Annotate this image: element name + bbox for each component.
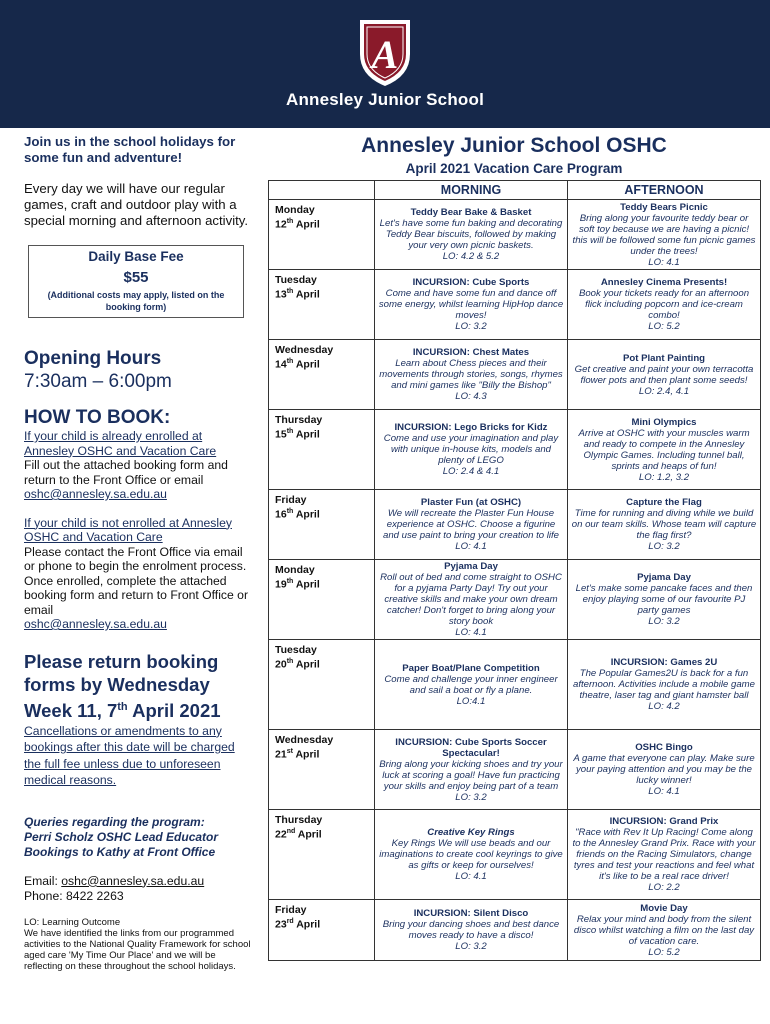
day-cell (269, 730, 375, 809)
activity-description: A game that everyone can play. Make sure your paying attention and you may be the lucky winner! (573, 753, 755, 786)
activity-description: Come and have some fun and dance off some energy, whilst learning HipHop dance moves! (378, 288, 564, 321)
activity-lo: LO: 4.2 & 5.2 (442, 251, 500, 262)
date-number: 19 (275, 578, 287, 591)
date-month: April (295, 748, 320, 761)
afternoon-activity (567, 810, 760, 899)
spacer (24, 502, 252, 516)
afternoon-activity (567, 490, 760, 559)
activity-description: Come and use your imagination and play with unique in-house kits, models and plenty of LEGO (383, 433, 559, 466)
fee-title: Daily Base Fee (88, 249, 184, 264)
date-month: April (295, 358, 320, 371)
header-day-column (269, 181, 375, 199)
activity-lo: LO: 4.1 (455, 627, 487, 638)
activity-description: Come and challenge your inner engineer and sail a boat or fly a plane. (384, 673, 558, 696)
activity-description: Bring along your kicking shoes and try your luck at scoring a goal! Have fun practicing your skills and enjoy being part of a team (379, 758, 563, 792)
return-title-main: Please return booking forms by Wednesday Week 11, 7 (24, 650, 219, 721)
activity-lo: LO:4.1 (456, 695, 486, 707)
activity-title: Creative Key Rings (427, 827, 515, 838)
program-title: Annesley Junior School OSHC (361, 134, 667, 157)
return-title-sup: th (117, 700, 128, 713)
activity-lo: LO: 5.2 (648, 946, 680, 958)
day-date (275, 286, 368, 301)
date-number: 13 (275, 288, 287, 301)
school-crest-icon (352, 14, 418, 90)
activity-title: Paper Boat/Plane Competition (402, 662, 540, 674)
enrolled-instructions: Fill out the attached booking form and return to the Front Office or email (24, 458, 228, 487)
morning-activity (375, 340, 567, 409)
activity-title: INCURSION: Cube Sports Soccer Spectacular! (395, 736, 547, 759)
activity-description: Relax your mind and body from the silent disco whilst watching a film on the last day of vacation care. (573, 913, 755, 947)
afternoon-activity (567, 340, 760, 409)
day-cell (269, 490, 375, 559)
activity-title: Capture the Flag (626, 497, 702, 508)
day-name: Wednesday (275, 734, 334, 746)
activity-title: Mini Olympics (631, 416, 697, 428)
afternoon-activity (567, 640, 760, 729)
date-number: 21 (275, 748, 287, 761)
activity-description: Bring your dancing shoes and best dance moves ready to have a disco! (382, 919, 560, 941)
email-link-2[interactable]: oshc@annesley.sa.edu.au (24, 617, 167, 631)
activity-description: Book your tickets ready for an afternoon flick including popcorn and ice-cream combo! (578, 288, 750, 321)
activity-lo: LO: 1.2, 3.2 (638, 471, 690, 483)
activity-description: We will recreate the Plaster Fun House experience at OSHC. Choose a figurine and use paint to bring your creation to life (383, 508, 559, 541)
activity-lo: LO: 2.4, 4.1 (638, 385, 690, 397)
activity-title: Annesley Cinema Presents! (600, 277, 728, 288)
date-month: April (295, 658, 320, 671)
table-row (269, 900, 760, 960)
day-date (275, 656, 368, 671)
contact-email (24, 874, 252, 889)
day-name: Monday (275, 204, 315, 216)
learning-outcome-text: We have identified the links from our programmed activities to the National Quality Framework for school aged care 'My Time Our Place' and we will be reflecting on these throughout the school holidays. (24, 927, 251, 972)
table-row (269, 340, 760, 410)
return-title-end: April 2021 (127, 699, 221, 721)
date-month: April (295, 578, 320, 591)
afternoon-activity (567, 900, 760, 960)
day-date (275, 746, 368, 761)
table-row (269, 810, 760, 900)
day-name: Monday (275, 564, 315, 576)
fee-box (28, 245, 244, 318)
fee-note: (Additional costs may apply, listed on the booking form) (47, 290, 225, 312)
table-header (269, 181, 760, 200)
date-number: 23 (275, 918, 287, 931)
day-cell (269, 200, 375, 269)
date-month: April (297, 828, 322, 841)
activity-title: Pot Plant Painting (622, 352, 706, 364)
table-body (269, 200, 760, 960)
date-suffix: th (286, 428, 294, 435)
left-column (24, 134, 252, 972)
activity-description: Learn about Chess pieces and their movements through stories, songs, rhymes and mini games like "Billy the Bishop" (379, 358, 563, 391)
date-suffix: nd (286, 828, 296, 835)
date-month: April (295, 508, 320, 521)
date-number: 14 (275, 358, 287, 371)
email-link-3[interactable]: oshc@annesley.sa.edu.au (61, 873, 205, 888)
opening-hours-time: 7:30am – 6:00pm (24, 371, 172, 392)
activity-lo: LO: 3.2 (648, 616, 680, 627)
activity-lo: LO: 4.1 (648, 256, 680, 268)
activity-lo: LO: 4.3 (455, 391, 487, 402)
date-suffix: th (286, 358, 294, 365)
date-suffix: th (286, 288, 294, 295)
contact-block (24, 874, 252, 904)
learning-outcome-title: LO: Learning Outcome (24, 916, 121, 928)
day-name: Wednesday (275, 344, 334, 356)
date-suffix: th (286, 508, 294, 515)
activity-lo: LO: 3.2 (455, 321, 487, 332)
header-morning: MORNING (440, 183, 502, 197)
morning-activity (375, 560, 567, 639)
activity-lo: LO: 4.1 (455, 871, 487, 882)
activity-description: Key Rings We will use beads and our imaginations to create cool keyrings to give as gifts or keep for ourselves! (379, 838, 563, 871)
enrolled-heading-link[interactable]: If your child is already enrolled at Annesley OSHC and Vacation Care (24, 429, 217, 458)
day-name: Tuesday (275, 274, 317, 286)
day-cell (269, 270, 375, 339)
activity-description: Arrive at OSHC with your muscles warm and ready to compete in the Annesley Olympic Games. Including tunnel ball, sprints and heaps of fun! (578, 427, 750, 472)
day-name: Friday (275, 494, 307, 506)
date-month: April (295, 288, 320, 301)
email-link-1[interactable]: oshc@annesley.sa.edu.au (24, 487, 167, 501)
table-row (269, 560, 760, 640)
day-cell (269, 410, 375, 489)
day-cell (269, 640, 375, 729)
activity-title: INCURSION: Grand Prix (609, 816, 719, 827)
table-row (269, 640, 760, 730)
day-date (275, 576, 368, 591)
activity-lo: LO: 5.2 (648, 321, 680, 332)
activity-description: Roll out of bed and come straight to OSHC for a pyjama Party Day! Try out your creative skills and make your own dream catcher! Don't forget to bring along your story book (380, 572, 562, 627)
header-afternoon: AFTERNOON (567, 181, 760, 199)
date-number: 22 (275, 828, 287, 841)
activity-description: Let's make some pancake faces and then enjoy playing some of our favourite PJ party games (575, 583, 753, 616)
queries-block (24, 815, 252, 860)
table-row (269, 730, 760, 810)
table-row (269, 490, 760, 560)
activity-title: INCURSION: Silent Disco (413, 908, 529, 919)
activity-title: Movie Day (640, 902, 688, 914)
header-banner (0, 0, 770, 128)
day-cell (269, 340, 375, 409)
school-name: Annesley Junior School (285, 90, 485, 109)
activity-lo: LO: 3.2 (648, 541, 680, 552)
activity-title: INCURSION: Lego Bricks for Kidz (394, 422, 548, 433)
table-row (269, 270, 760, 340)
morning-activity (375, 490, 567, 559)
activity-title: Teddy Bears Picnic (620, 201, 708, 213)
intro-title: Join us in the school holidays for some fun and adventure! (24, 134, 236, 165)
day-date (275, 216, 368, 231)
day-date (275, 826, 368, 841)
morning-activity (375, 270, 567, 339)
morning-activity (375, 200, 567, 269)
afternoon-activity (567, 270, 760, 339)
activity-title: Pyjama Day (444, 561, 498, 572)
afternoon-activity (567, 560, 760, 639)
afternoon-activity (567, 200, 760, 269)
contact-phone: Phone: 8422 2263 (24, 888, 124, 903)
activity-lo: LO: 2.2 (648, 882, 680, 893)
queries-lead-educator: Perri Scholz OSHC Lead Educator (24, 829, 219, 844)
morning-activity (375, 730, 567, 809)
day-date (275, 356, 368, 371)
date-number: 12 (275, 218, 287, 231)
queries-title: Queries regarding the program: (24, 814, 205, 829)
date-number: 20 (275, 658, 287, 671)
date-suffix: th (286, 578, 294, 585)
intro-text: Every day we will have our regular games, craft and outdoor play with a special morning and afternoon activity. (24, 181, 249, 228)
activity-lo: LO: 2.4 & 4.1 (442, 466, 500, 477)
activity-title: OSHC Bingo (635, 742, 693, 753)
table-row (269, 410, 760, 490)
activity-description: Bring along your favourite teddy bear or soft toy because we are having a picnic! this will be followed some fun picnic games under the trees! (572, 212, 756, 257)
day-name: Thursday (275, 414, 323, 426)
morning-activity (375, 900, 567, 960)
morning-activity (375, 640, 567, 729)
activity-lo: LO: 3.2 (455, 791, 487, 803)
day-date (275, 426, 368, 441)
day-date (275, 916, 368, 931)
day-name: Thursday (275, 814, 323, 826)
activity-lo: LO: 3.2 (455, 941, 487, 952)
date-month: April (295, 218, 320, 231)
email-label: Email: (24, 873, 62, 888)
day-name: Tuesday (275, 644, 317, 656)
date-suffix: th (286, 218, 294, 225)
activity-lo: LO: 4.2 (648, 701, 680, 712)
date-number: 15 (275, 428, 287, 441)
return-deadline-title (24, 650, 252, 722)
day-date (275, 506, 368, 521)
activity-title: Teddy Bear Bake & Basket (410, 207, 532, 218)
day-cell (269, 810, 375, 899)
date-suffix: th (286, 658, 294, 665)
activity-title: INCURSION: Games 2U (610, 657, 718, 668)
morning-activity (375, 810, 567, 899)
activity-lo: LO: 4.1 (455, 541, 487, 552)
date-month: April (296, 918, 321, 931)
date-suffix: st (286, 748, 293, 755)
program-table (268, 180, 761, 961)
afternoon-activity (567, 410, 760, 489)
activity-title: INCURSION: Cube Sports (412, 277, 530, 288)
morning-activity (375, 410, 567, 489)
activity-title: INCURSION: Chest Mates (412, 347, 530, 358)
day-cell (269, 900, 375, 960)
how-to-book-title: HOW TO BOOK: (24, 407, 171, 428)
not-enrolled-instructions: Please contact the Front Office via email or phone to begin the enrolment process. Once enrolled, complete the attached booking form and return to Front Office or email (24, 544, 248, 617)
date-number: 16 (275, 508, 287, 521)
activity-title: Pyjama Day (637, 572, 691, 583)
crest-letter: A (371, 32, 399, 77)
activity-description: Let's have some fun baking and decorating Teddy Bear biscuits, followed by making your very own picnic baskets. (379, 218, 563, 251)
activity-description: Get creative and paint your own terracotta flower pots and then plant some seeds! (574, 363, 754, 386)
date-suffix: rd (286, 918, 294, 925)
activity-lo: LO: 4.1 (648, 786, 680, 797)
not-enrolled-heading-link[interactable]: If your child is not enrolled at Annesley OSHC and Vacation Care (24, 515, 232, 544)
day-name: Friday (275, 904, 307, 916)
queries-bookings: Bookings to Kathy at Front Office (24, 844, 216, 859)
table-row (269, 200, 760, 270)
activity-title: Plaster Fun (at OSHC) (420, 497, 522, 508)
activity-description: "Race with Rev It Up Racing! Come along to the Annesley Grand Prix. Race with your friends on the Racing Simulators, change tyres and test your reactions and feel what it's like to be a real race driver! (572, 827, 756, 882)
opening-hours-title: Opening Hours (24, 348, 162, 369)
date-month: April (295, 428, 320, 441)
program-subtitle: April 2021 Vacation Care Program (405, 161, 623, 176)
afternoon-activity (567, 730, 760, 809)
activity-description: The Popular Games2U is back for a fun afternoon. Activities include a mobile game theatre, laser tag and giant hamster ball (572, 668, 756, 701)
fee-amount: $55 (123, 269, 149, 286)
cancellation-policy: Cancellations or amendments to any bookings after this date will be charged the full fee unless due to unforeseen medical reasons. (24, 723, 235, 788)
day-cell (269, 560, 375, 639)
activity-description: Time for running and diving while we build on our team skills. Whose team will capture the flag first? (571, 508, 757, 541)
